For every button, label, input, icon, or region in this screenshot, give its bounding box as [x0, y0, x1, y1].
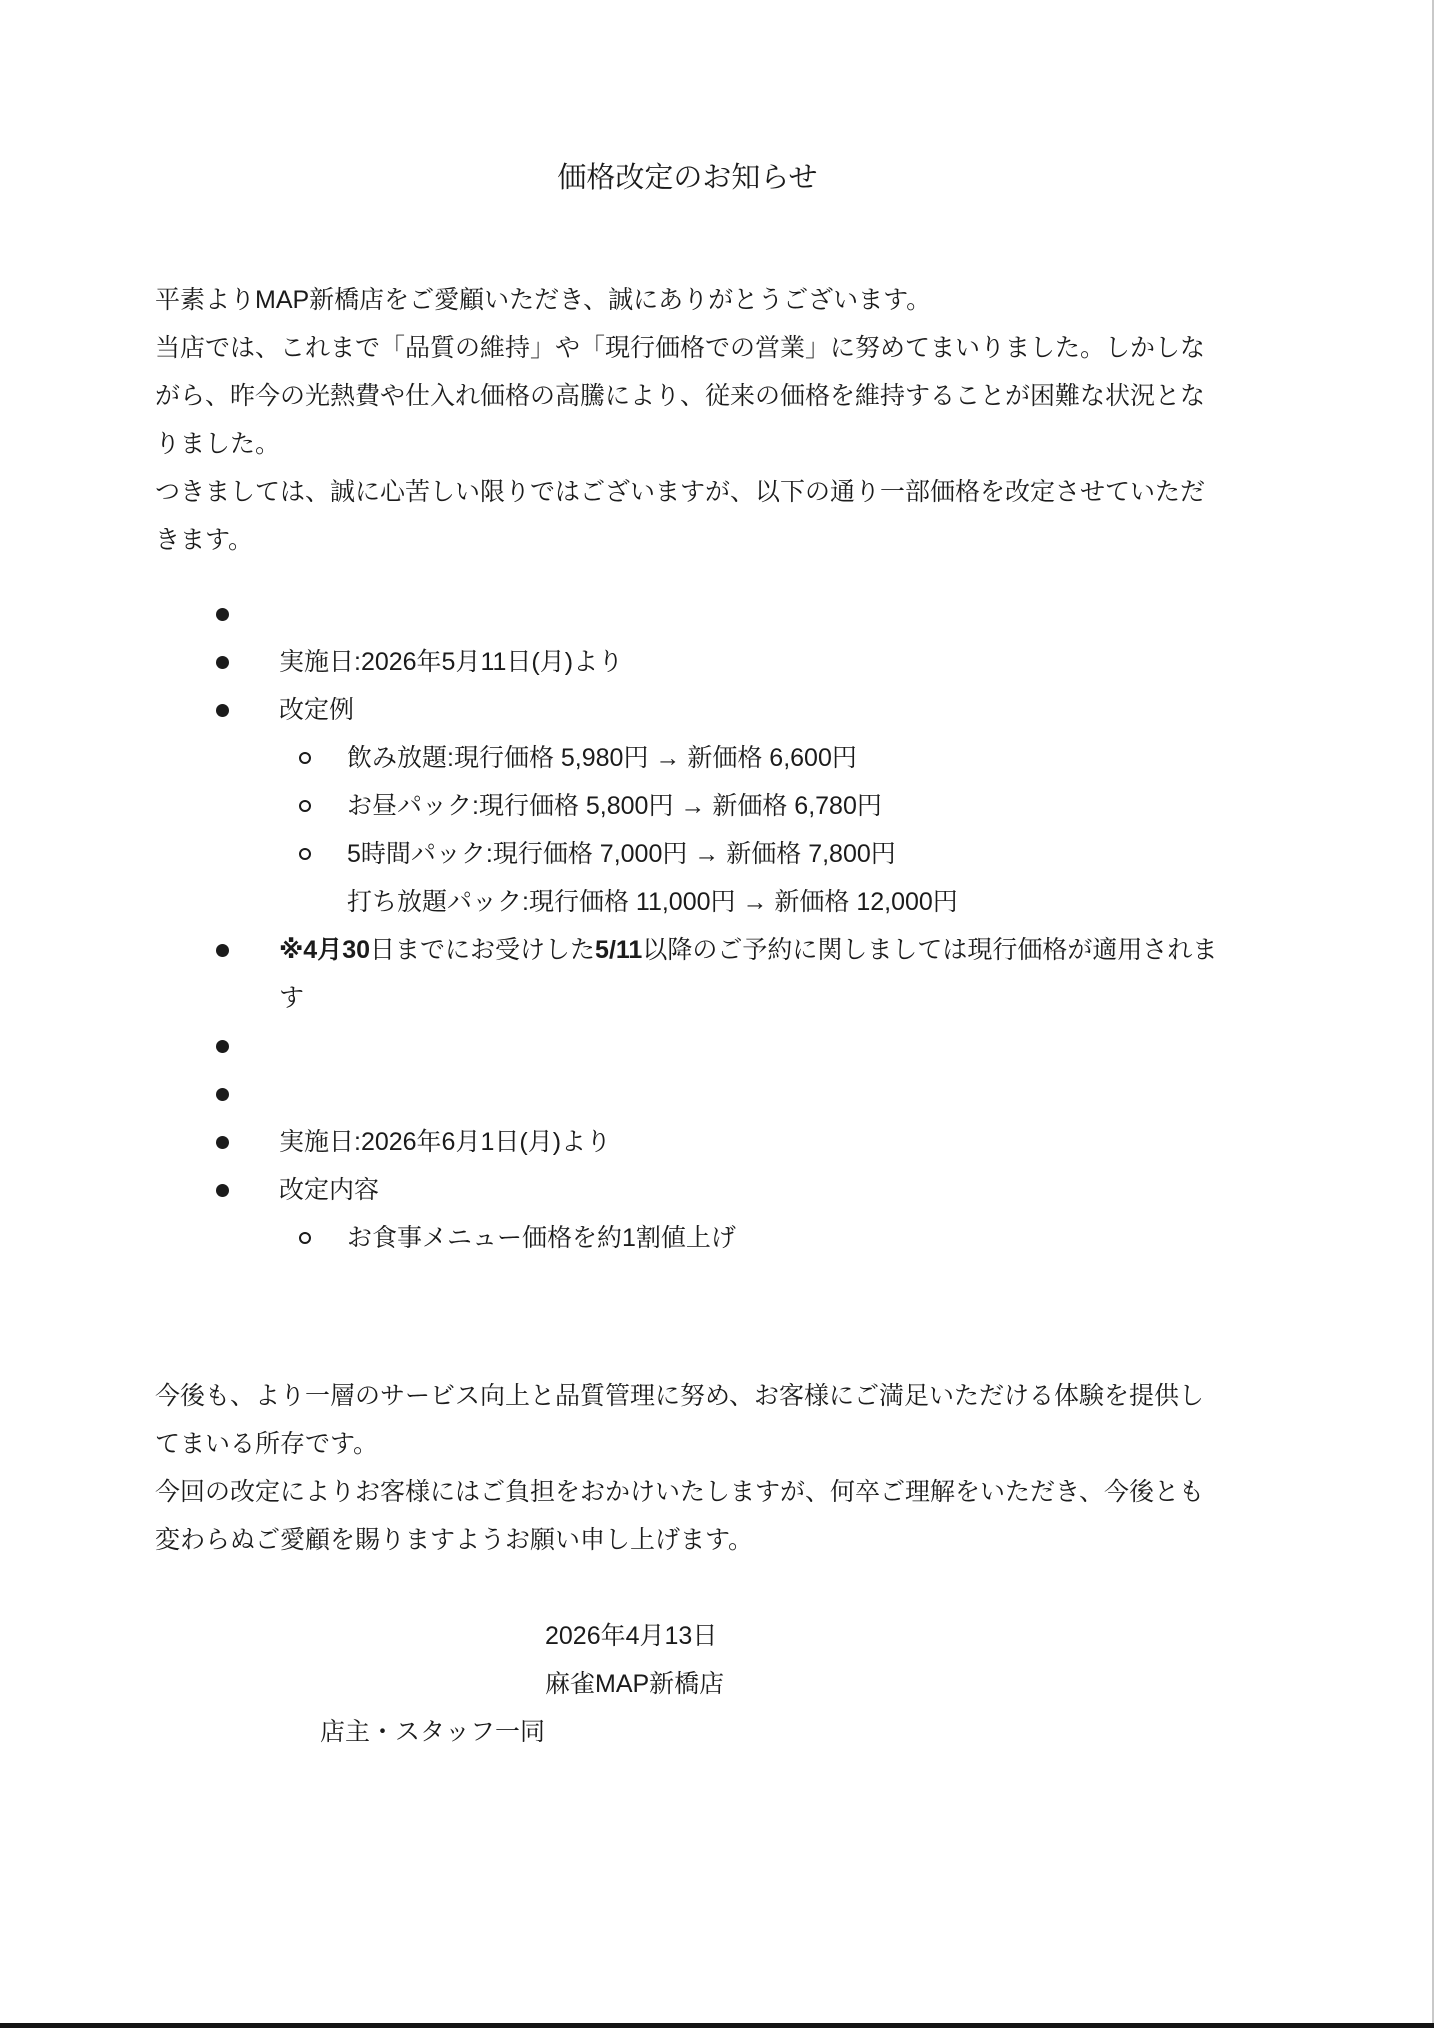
- bullet-icon: [210, 1022, 279, 1070]
- bullet-list: [155, 590, 1220, 1262]
- paragraph: 平素よりMAP新橋店をご愛顧いただき、誠にありがとうございます。: [155, 286, 932, 314]
- bullet-icon: [210, 686, 279, 734]
- list-item-text: 打ち放題パック:現行価格 11,000円 → 新価格 12,000円: [347, 888, 958, 916]
- list-item-text: 実施日:2026年5月11日(月)より: [279, 648, 624, 676]
- paragraph: 今回の改定によりお客様にはご負担をおかけいたしますが、何卒ご理解をいただき、今後とも変わらぬご愛顧を賜りますようお願い申し上げます。: [155, 1478, 1205, 1554]
- page-edge-bottom: [0, 2023, 1434, 2028]
- bullet-icon: [210, 926, 279, 974]
- list-item-text: お昼パック:現行価格 5,800円 → 新価格 6,780円: [347, 792, 882, 820]
- bold-text-segment: ※4月30: [279, 936, 371, 964]
- list-item: [155, 638, 1220, 686]
- sub-list-item: [155, 830, 1220, 878]
- list-item: [155, 590, 1220, 638]
- circle-icon: [294, 782, 347, 830]
- bullet-icon: [210, 590, 279, 638]
- circle-icon: [294, 1214, 347, 1262]
- sub-list-item: [155, 782, 1220, 830]
- sub-list-item: [155, 1214, 1220, 1262]
- sub-list-item: [155, 878, 1220, 926]
- circle-icon: [294, 830, 347, 878]
- list-item-text: 実施日:2026年6月1日(月)より: [279, 1128, 612, 1156]
- list-item: [155, 1070, 1220, 1118]
- signature-date: 2026年4月13日: [545, 1622, 718, 1650]
- signature-staff: 店主・スタッフ一同: [320, 1718, 546, 1746]
- list-item-text: 飲み放題:現行価格 5,980円 → 新価格 6,600円: [347, 744, 857, 772]
- bullet-icon: [210, 1166, 279, 1214]
- circle-icon: [294, 734, 347, 782]
- list-item-text: [279, 926, 1220, 1022]
- paragraph: 今後も、より一層のサービス向上と品質管理に努め、お客様にご満足いただける体験を提供してまいる所存です。: [155, 1382, 1205, 1458]
- list-item: [155, 1022, 1220, 1070]
- text-segment: 日までにお受けした: [370, 936, 596, 964]
- list-item-text: 改定例: [279, 696, 355, 724]
- sub-list-item: [155, 734, 1220, 782]
- list-item: [155, 1166, 1220, 1214]
- list-item-text: お食事メニュー価格を約1割値上げ: [347, 1224, 736, 1252]
- list-item: [155, 686, 1220, 734]
- list-item-text: 5時間パック:現行価格 7,000円 → 新価格 7,800円: [347, 840, 896, 868]
- paragraph: つきましては、誠に心苦しい限りではございますが、以下の通り一部価格を改定させていただきます。: [155, 478, 1206, 554]
- bullet-icon: [210, 1070, 279, 1118]
- signature-block: [155, 1612, 1220, 1756]
- paragraph: 当店では、これまで「品質の維持」や「現行価格での営業」に努めてまいりました。しかしながら、昨今の光熱費や仕入れ価格の高騰により、従来の価格を維持することが困難な状況となりました。: [155, 334, 1206, 458]
- list-item-text: 改定内容: [279, 1176, 380, 1204]
- page-title: 価格改定のお知らせ: [557, 162, 818, 194]
- list-item: [155, 1118, 1220, 1166]
- bullet-icon: [210, 1118, 279, 1166]
- signature-store: 麻雀MAP新橋店: [545, 1670, 725, 1698]
- closing-paragraphs: [155, 1372, 1220, 1564]
- bullet-icon: [210, 638, 279, 686]
- document-content: [155, 0, 1220, 1756]
- intro-paragraphs: [155, 276, 1220, 564]
- list-item: [155, 926, 1220, 1022]
- text-segment: 以降のご予約に関しましては現行価格が適用されます: [279, 936, 1218, 1012]
- bold-text-segment: 5/11: [595, 936, 643, 964]
